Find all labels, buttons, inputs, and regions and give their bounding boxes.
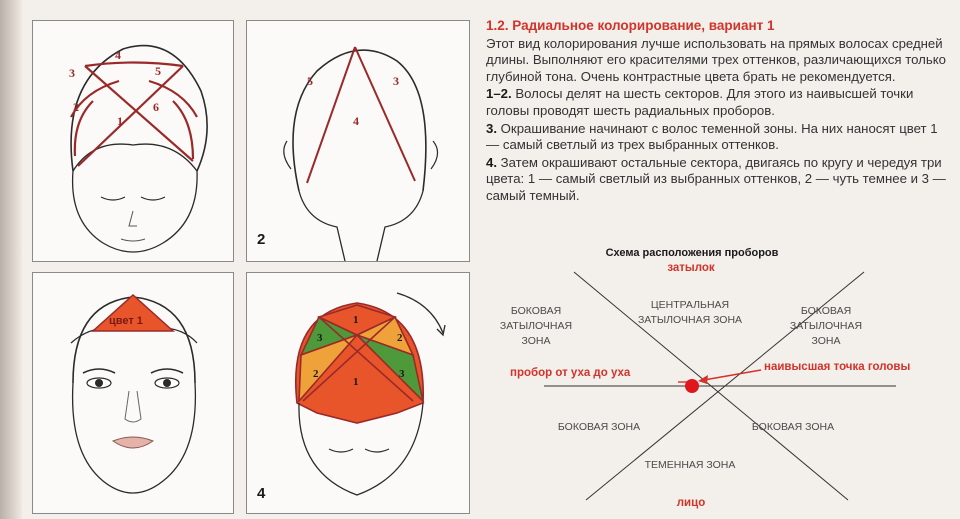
zone-lower-center: ТЕМЕННАЯ ЗОНА — [644, 459, 736, 471]
sector-label: 3 — [393, 74, 399, 88]
sector-label: 5 — [307, 74, 313, 88]
step-item — [486, 86, 948, 119]
head-back-view-illustration — [247, 21, 469, 261]
sector-label: 1 — [353, 376, 359, 388]
sector-label: 2 — [73, 100, 79, 114]
sector-label: 4 — [115, 48, 121, 62]
scheme-top-label: затылок — [667, 262, 715, 274]
step-marker: 3. — [486, 120, 497, 136]
illustration-panel-1 — [32, 20, 234, 262]
step-text: Окрашивание начинают с волос теменной зоны. На них наносят цвет 1 — самый светлый из трех выбранных оттенков. — [486, 120, 938, 153]
step-text: Волосы делят на шесть секторов. Для этого из наивысшей точки головы проводят шесть радиальных проборов. — [486, 86, 914, 118]
parting-scheme — [486, 242, 960, 519]
sector-label: 3 — [399, 368, 405, 380]
head-top-view-illustration — [33, 21, 233, 261]
sector-label: 3 — [317, 332, 323, 344]
right-annotation: наивысшая точка головы — [764, 361, 911, 373]
sector-label: 5 — [155, 64, 161, 78]
scheme-caption: Схема расположения проборов — [605, 247, 779, 259]
sector-label: 2 — [313, 368, 319, 380]
head-colored-sectors-illustration — [247, 273, 469, 513]
zone-upper-center: ЦЕНТРАЛЬНАЯ ЗАТЫЛОЧНАЯ ЗОНА — [637, 299, 743, 326]
step-item — [486, 155, 948, 205]
illustration-panel-2 — [246, 20, 470, 262]
sector-label: 6 — [153, 100, 159, 114]
step-item — [486, 121, 948, 154]
sector-label: 3 — [69, 66, 75, 80]
zone-lower-right: БОКОВАЯ ЗОНА — [751, 421, 835, 433]
article-text — [486, 18, 948, 206]
zone-upper-left: БОКОВАЯ ЗАТЫЛОЧНАЯ ЗОНА — [499, 305, 573, 347]
zone-upper-right: БОКОВАЯ ЗАТЫЛОЧНАЯ ЗОНА — [789, 305, 863, 347]
article-intro: Этот вид колорирования лучше использовать на прямых волосах средней длины. Выполняют его красителями трех оттенков, различающихся только глубиной тона. Очень контрастные цвета брать не рекомендуется. — [486, 35, 946, 84]
zone-lower-left: БОКОВАЯ ЗОНА — [557, 421, 641, 433]
color-1-label: цвет 1 — [109, 315, 143, 327]
page-edge — [0, 0, 22, 519]
article-title: 1.2. Радиальное колорирование, вариант 1 — [486, 18, 775, 33]
step-marker: 4. — [486, 154, 497, 170]
sector-label: 2 — [397, 332, 403, 344]
step-text: Затем окрашивают остальные сектора, двигаясь по кругу и чередуя три цвета: 1 — самый светлый из выбранных оттенков, 2 — чуть темнее и 3 — самый темный. — [486, 154, 946, 203]
head-front-view-illustration — [33, 273, 233, 513]
scheme-bottom-label: лицо — [676, 497, 706, 509]
left-annotation: пробор от уха до уха — [510, 367, 631, 379]
illustration-panel-4 — [246, 272, 470, 514]
step-marker: 1–2. — [486, 86, 512, 102]
sector-label: 1 — [117, 114, 123, 128]
sector-label: 1 — [353, 314, 359, 326]
panel-number: 4 — [257, 485, 266, 502]
illustration-panel-3 — [32, 272, 234, 514]
sector-label: 4 — [353, 114, 359, 128]
panel-number: 2 — [257, 231, 266, 248]
